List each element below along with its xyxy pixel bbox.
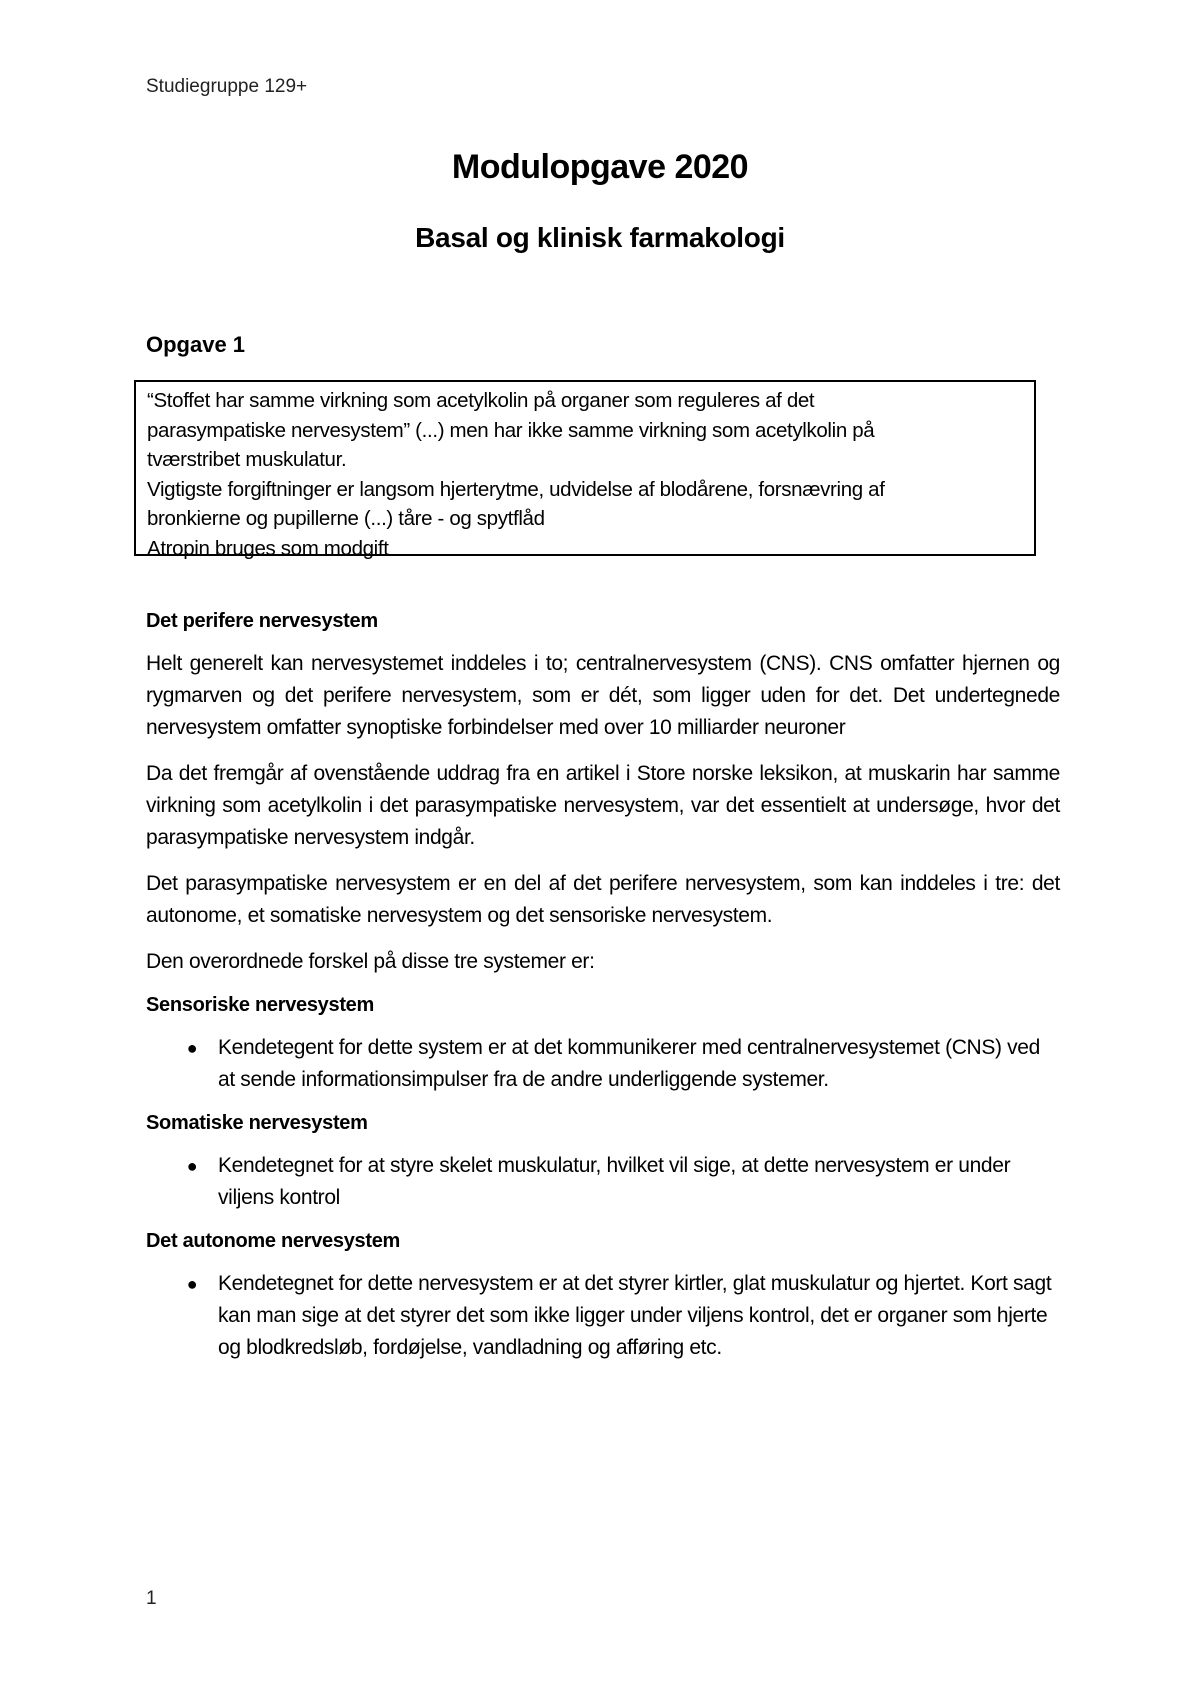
quote-line: parasympatiske nervesystem” (...) men har ikke samme virkning som acetylkolin på (147, 418, 875, 442)
bullet-item (146, 1150, 1060, 1214)
bullet-text: Kendetegent for dette system er at det kommunikerer med centralnervesystemet (CNS) ved at sende informationsimpulser fra de andre underliggende systemer. (218, 1036, 1040, 1091)
bullet-item (146, 1032, 1060, 1096)
bullet-text: Kendetegnet for dette nervesystem er at det styrer kirtler, glat muskulatur og hjertet. Kort sagt kan man sige at det styrer det som ikke ligger under viljens kontrol, det er organer som hjerte og blodkredsløb, fordøjelse, vandladning og afføring etc. (218, 1272, 1052, 1359)
document-title: Modulopgave 2020 (451, 148, 749, 186)
section-heading-peripheral: Det perifere nervesystem (146, 610, 378, 632)
paragraph: Da det fremgår af ovenstående uddrag fra en artikel i Store norske leksikon, at muskarin har samme virkning som acetylkolin i det parasympatiske nervesystem, var det essentielt at undersøge, hvor det parasympatiske nervesystem indgår. (146, 762, 1060, 849)
quote-box (134, 380, 1036, 560)
bullet-text: Kendetegnet for at styre skelet muskulatur, hvilket vil sige, at dette nervesystem er under viljens kontrol (218, 1154, 1011, 1209)
document-body (146, 608, 1060, 1378)
document-subtitle: Basal og klinisk farmakologi (415, 222, 785, 253)
section-heading-sensory: Sensoriske nervesystem (146, 994, 374, 1016)
quote-line: “Stoffet har samme virkning som acetylkolin på organer som reguleres af det (147, 389, 815, 412)
paragraph: Den overordnede forskel på disse tre systemer er: (146, 950, 595, 973)
paragraph: Det parasympatiske nervesystem er en del af det perifere nervesystem, som kan inddeles i tre: det autonome, et somatiske nervesystem og det sensoriske nervesystem. (146, 872, 1060, 927)
bullet-icon: ● (186, 1156, 198, 1176)
task-heading: Opgave 1 (146, 332, 246, 357)
section-heading-somatic: Somatiske nervesystem (146, 1112, 368, 1134)
quote-line: Atropin bruges som modgift (147, 536, 389, 560)
page-number: 1 (146, 1588, 157, 1609)
quote-line: bronkierne og pupillerne (...) tåre - og spytflåd (147, 507, 545, 530)
bullet-icon: ● (186, 1274, 198, 1294)
paragraph: Helt generelt kan nervesystemet inddeles i to; centralnervesystem (CNS). CNS omfatter hjernen og rygmarven og det perifere nervesystem, som er dét, som ligger uden for det. Det undertegnede nervesystem omfatter synoptiske forbindelser med over 10 milliarder neuroner (146, 652, 1060, 739)
bullet-icon: ● (186, 1038, 198, 1058)
page-header: Studiegruppe 129+ (146, 76, 308, 97)
quote-line: Vigtigste forgiftninger er langsom hjerterytme, udvidelse af blodårene, forsnævring af (147, 477, 885, 501)
bullet-item (146, 1268, 1060, 1364)
quote-line: tværstribet muskulatur. (147, 448, 347, 471)
section-heading-autonomic: Det autonome nervesystem (146, 1230, 401, 1252)
